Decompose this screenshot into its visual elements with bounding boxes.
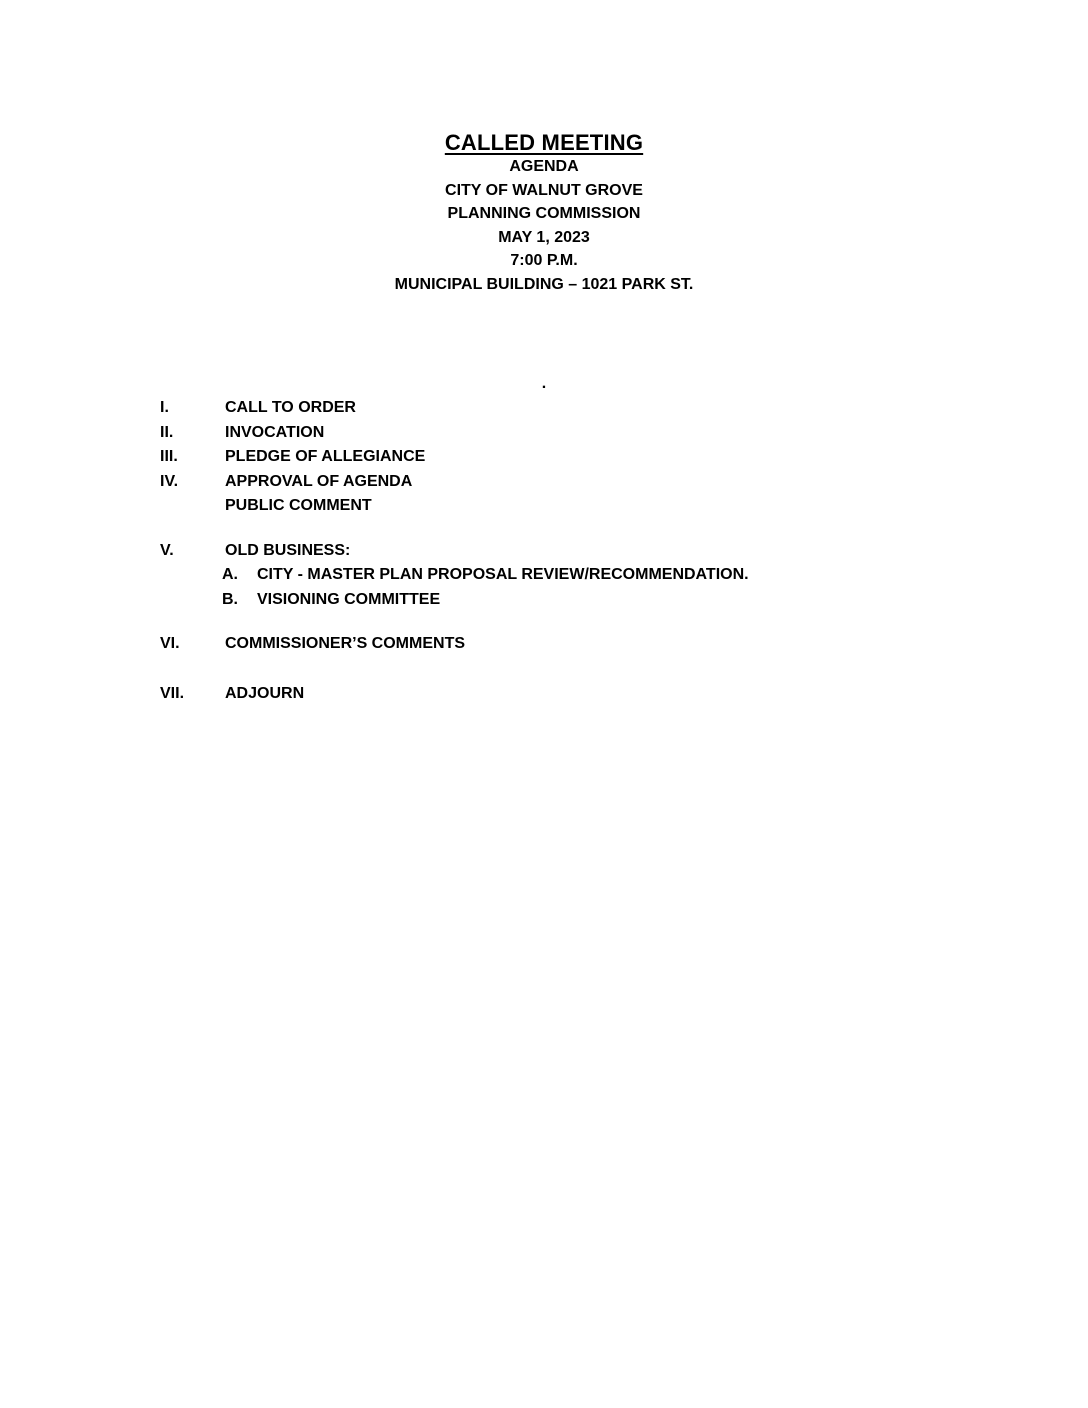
- item-text: CALL TO ORDER: [225, 399, 356, 416]
- item-text: OLD BUSINESS:: [225, 541, 351, 559]
- header-line-commission: PLANNING COMMISSION: [447, 205, 641, 222]
- subitem-text: VISIONING COMMITTEE: [257, 590, 441, 608]
- agenda-item-old-business: [0, 539, 1088, 564]
- item-numeral: [160, 494, 225, 519]
- agenda-subitem-master-plan: [0, 563, 1088, 588]
- agenda-list: [0, 396, 1088, 706]
- agenda-item-pledge: [0, 445, 1088, 470]
- header-line-date: MAY 1, 2023: [498, 228, 590, 246]
- header-line-city: CITY OF WALNUT GROVE: [445, 181, 643, 199]
- item-numeral: VI.: [160, 635, 180, 652]
- item-numeral: V.: [160, 541, 174, 559]
- item-numeral: VII.: [160, 684, 185, 702]
- item-text: PLEDGE OF ALLEGIANCE: [225, 448, 426, 465]
- item-text: ADJOURN: [225, 684, 305, 702]
- subitem-letter: B.: [222, 590, 238, 608]
- item-numeral: I.: [160, 399, 169, 416]
- agenda-item-commissioners-comments: [0, 632, 1088, 657]
- header-line-agenda: AGENDA: [509, 158, 579, 175]
- subitem-letter: A.: [222, 566, 238, 583]
- item-text: APPROVAL OF AGENDA: [225, 472, 413, 490]
- agenda-item-adjourn: [0, 682, 1088, 707]
- agenda-item-public-comment: [0, 494, 1088, 519]
- subitem-text: CITY - MASTER PLAN PROPOSAL REVIEW/RECOMMENDATION.: [257, 566, 749, 583]
- item-text: COMMISSIONER’S COMMENTS: [225, 635, 466, 652]
- item-numeral: IV.: [160, 472, 179, 490]
- header-line-location: MUNICIPAL BUILDING – 1021 PARK ST.: [394, 275, 694, 293]
- stray-period-mark: .: [541, 375, 547, 392]
- agenda-subitem-visioning-committee: [0, 588, 1088, 613]
- header-line-time: 7:00 P.M.: [510, 252, 578, 269]
- item-numeral: II.: [160, 423, 174, 441]
- document-header: [0, 0, 1088, 296]
- document-title: CALLED MEETING: [444, 130, 644, 155]
- agenda-item-approval-of-agenda: [0, 470, 1088, 495]
- item-text: INVOCATION: [225, 423, 325, 441]
- item-text: PUBLIC COMMENT: [225, 497, 372, 514]
- agenda-item-call-to-order: [0, 396, 1088, 421]
- item-numeral: III.: [160, 448, 178, 465]
- agenda-item-invocation: [0, 421, 1088, 446]
